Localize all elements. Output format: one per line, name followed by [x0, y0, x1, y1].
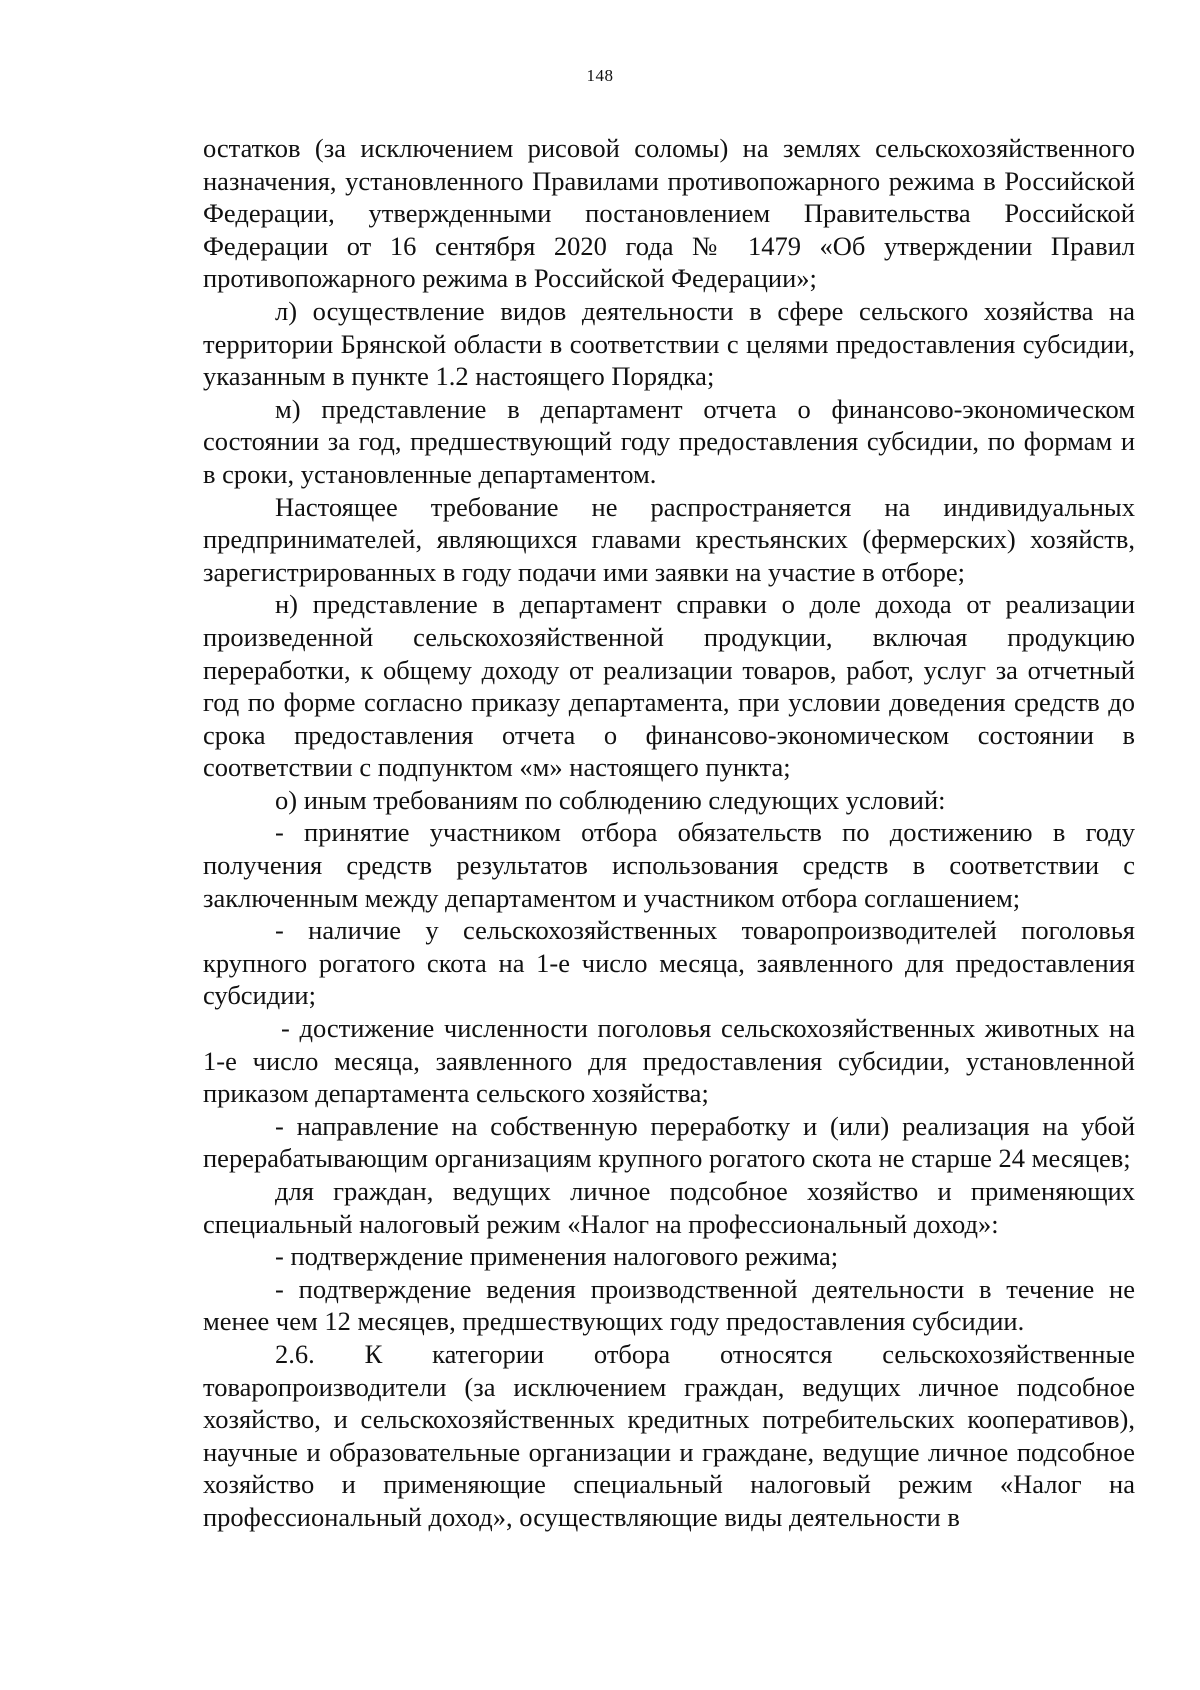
paragraph-requirement-note: Настоящее требование не распространяется на индивидуальных предпринимателей, являющихся главами крестьянских (фермерских) хозяйств, зарегистрированных в году подачи ими заявки на участие в отборе; [203, 491, 1135, 587]
paragraph-item-n: н) представление в департамент справки о доле дохода от реализации произведенной сельскохозяйственной продукции, включая продукцию переработки, к общему доходу от реализации товаров, работ, услуг за отчетный год по форме согласно приказу департамента, при условии доведения средств до срока предоставления отчета о финансово-экономическом состоянии в соответствии с подпунктом «м» настоящего пункта; [203, 589, 1135, 783]
list-item-production: - подтверждение ведения производственной деятельности в течение не менее чем 12 месяцев, предшествующих году предоставления субсидии. [203, 1273, 1135, 1337]
list-item-livestock: - наличие у сельскохозяйственных товаропроизводителей поголовья крупного рогатого скота на 1-е число месяца, заявленного для предоставления субсидии; [203, 915, 1135, 1011]
list-item-obligations: - принятие участником отбора обязательств по достижению в году получения средств результатов использования средств в соответствии с заключенным между департаментом и участником отбора соглашением; [203, 817, 1135, 913]
list-item-processing: - направление на собственную переработку и (или) реализация на убой перерабатывающим организациям крупного рогатого скота не старше 24 месяцев; [203, 1110, 1135, 1174]
list-item-tax-regime: - подтверждение применения налогового режима; [275, 1241, 839, 1272]
paragraph-item-m: м) представление в департамент отчета о финансово-экономическом состоянии за год, предшествующий году предоставления субсидии, по формам и в сроки, установленные департаментом. [203, 393, 1135, 489]
paragraph-section-2-6: 2.6. К категории отбора относятся сельскохозяйственные товаропроизводители (за исключением граждан, ведущих личное подсобное хозяйство, и сельскохозяйственных кредитных потребительских кооперативов), научные и образовательные организации и граждане, ведущие личное подсобное хозяйство и применяющие специальный налоговый режим «Налог на профессиональный доход», осуществляющие виды деятельности в [203, 1338, 1135, 1532]
list-item-headcount: - достижение численности поголовья сельскохозяйственных животных на 1-е число месяца, заявленного для предоставления субсидии, установленной приказом департамента сельского хозяйства; [203, 1013, 1135, 1109]
paragraph-item-l: л) осуществление видов деятельности в сфере сельского хозяйства на территории Брянской области в соответствии с целями предоставления субсидии, указанным в пункте 1.2 настоящего Порядка; [203, 295, 1135, 392]
paragraph-continuation: остатков (за исключением рисовой соломы) на землях сельскохозяйственного назначения, установленного Правилами противопожарного режима в Российской Федерации, утвержденными постановлением Правительства Российской Федерации от 16 сентября 2020 года № 1479 «Об утверждении Правил противопожарного режима в Российской Федерации»; [203, 133, 1135, 294]
document-body [203, 132, 1135, 1534]
paragraph-citizens: для граждан, ведущих личное подсобное хозяйство и применяющих специальный налоговый режим «Налог на профессиональный доход»: [203, 1176, 1135, 1239]
page-number: 148 [586, 66, 614, 85]
paragraph-item-o: о) иным требованиям по соблюдению следующих условий: [275, 784, 946, 815]
